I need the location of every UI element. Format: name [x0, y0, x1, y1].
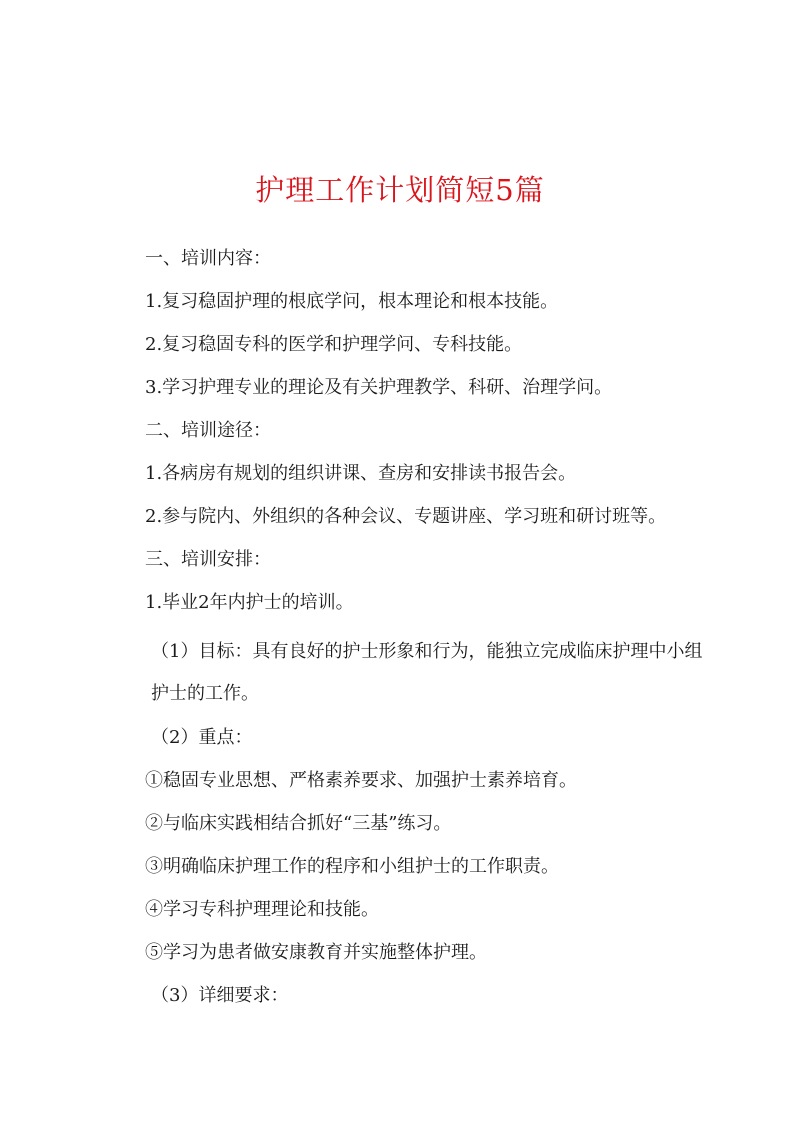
document-body: [145, 244, 705, 1024]
paragraph-goal: （1）目标：具有良好的护士形象和行为，能独立完成临床护理中小组护士的工作。: [151, 641, 703, 704]
list-item: ②与临床实践相结合抓好“三基”练习。: [145, 813, 452, 834]
paragraph: 1.复习稳固护理的根底学问，根本理论和根本技能。: [145, 291, 559, 312]
paragraph: 2.参与院内、外组织的各种会议、专题讲座、学习班和研讨班等。: [145, 506, 667, 527]
paragraph: 2.复习稳固专科的医学和护理学问、专科技能。: [145, 334, 523, 355]
section-heading-content: 一、培训内容：: [145, 248, 271, 269]
paragraph-focus: （2）重点：: [151, 727, 253, 748]
list-item: ①稳固专业思想、严格素养要求、加强护士素养培育。: [145, 770, 577, 791]
list-item: ④学习专科护理理论和技能。: [145, 899, 379, 920]
section-heading-arrangement: 三、培训安排：: [145, 549, 271, 570]
paragraph: 3.学习护理专业的理论及有关护理教学、科研、治理学问。: [145, 377, 613, 398]
document-title: 护理工作计划简短5篇: [255, 173, 545, 207]
section-heading-approach: 二、培训途径：: [145, 420, 271, 441]
paragraph: 1.毕业2年内护士的培训。: [145, 592, 354, 613]
paragraph-requirements: （3）详细要求：: [151, 985, 289, 1006]
list-item: ③明确临床护理工作的程序和小组护士的工作职责。: [145, 856, 559, 877]
list-item: ⑤学习为患者做安康教育并实施整体护理。: [145, 942, 487, 963]
paragraph: 1.各病房有规划的组织讲课、查房和安排读书报告会。: [145, 463, 577, 484]
